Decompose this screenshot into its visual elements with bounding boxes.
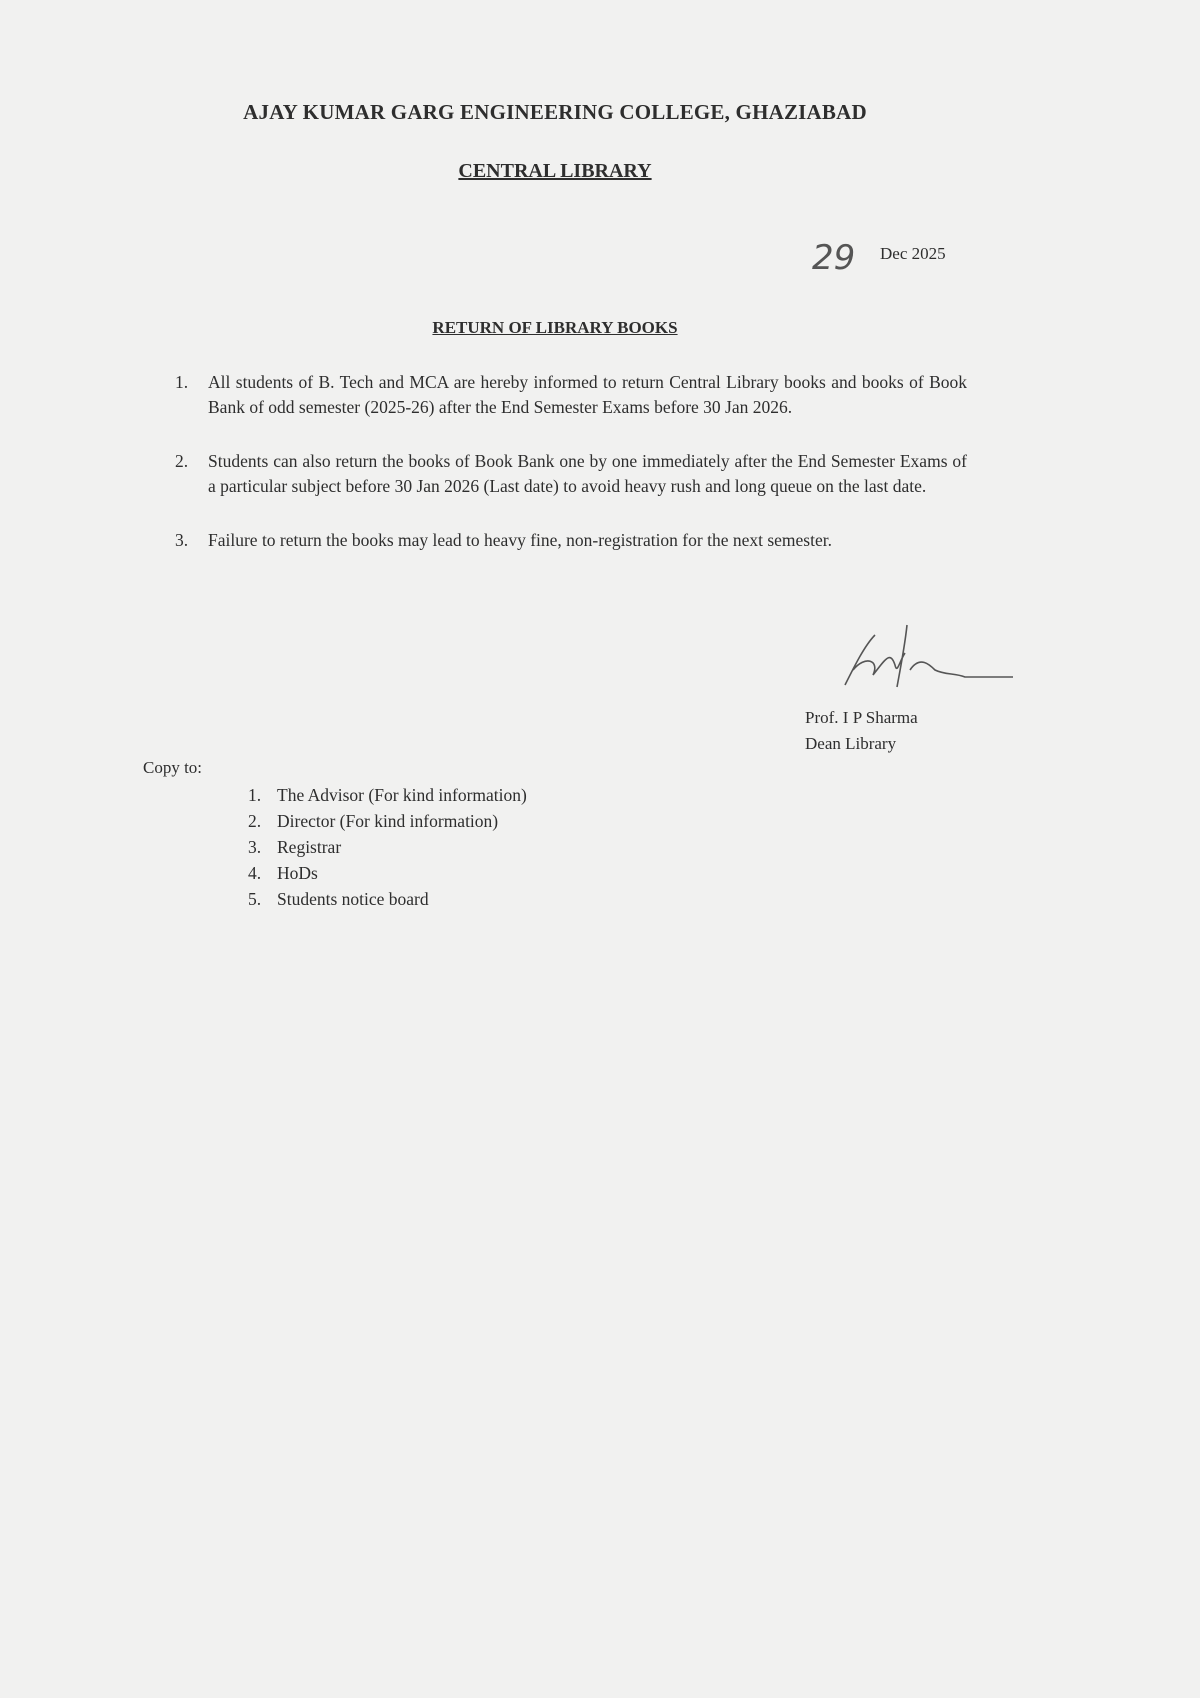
point-text: All students of B. Tech and MCA are hereby informed to return Central Library books and books of Book Bank of odd semester (2025-26) after the End Semester Exams before 30 Jan 2026.	[208, 372, 967, 417]
copy-text: The Advisor (For kind information)	[277, 785, 527, 805]
notice-points	[175, 370, 967, 582]
point-text: Students can also return the books of Book Bank one by one immediately after the End Semester Exams of a particular subject before 30 Jan 2026 (Last date) to avoid heavy rush and long queue on the last date.	[208, 451, 967, 496]
copy-number: 3.	[248, 837, 262, 857]
point-text: Failure to return the books may lead to heavy fine, non-registration for the next semester.	[208, 530, 832, 550]
copy-to-label: Copy to:	[143, 758, 203, 777]
notice-subject	[0, 318, 1110, 338]
signatory-designation: Dean Library	[805, 734, 897, 753]
signatory	[805, 705, 918, 757]
copy-to-item	[248, 860, 527, 886]
handwritten-date-day: 29	[812, 238, 856, 278]
copy-to-item	[248, 886, 527, 912]
notice-subject-text: RETURN OF LIBRARY BOOKS	[432, 318, 678, 337]
copy-to-item	[248, 834, 527, 860]
point-number: 2.	[175, 451, 189, 471]
notice-point	[175, 449, 967, 499]
point-number: 1.	[175, 372, 189, 392]
department-title	[0, 160, 1110, 183]
notice-point	[175, 370, 967, 420]
copy-text: Director (For kind information)	[277, 811, 499, 831]
point-number: 3.	[175, 530, 189, 550]
institution-title: AJAY KUMAR GARG ENGINEERING COLLEGE, GHAZIABAD	[243, 100, 867, 124]
department-title-text: CENTRAL LIBRARY	[458, 160, 652, 182]
copy-number: 2.	[248, 811, 262, 831]
copy-text: Registrar	[277, 837, 342, 857]
signature	[835, 615, 1015, 695]
copy-number: 1.	[248, 785, 262, 805]
copy-to-list	[248, 782, 527, 912]
notice-point	[175, 528, 967, 553]
copy-to-item	[248, 782, 527, 808]
copy-text: HoDs	[277, 863, 318, 883]
notice-date: Dec 2025	[880, 244, 946, 263]
copy-text: Students notice board	[277, 889, 429, 909]
copy-number: 5.	[248, 889, 262, 909]
copy-number: 4.	[248, 863, 262, 883]
signatory-name: Prof. I P Sharma	[805, 708, 918, 727]
copy-to-item	[248, 808, 527, 834]
